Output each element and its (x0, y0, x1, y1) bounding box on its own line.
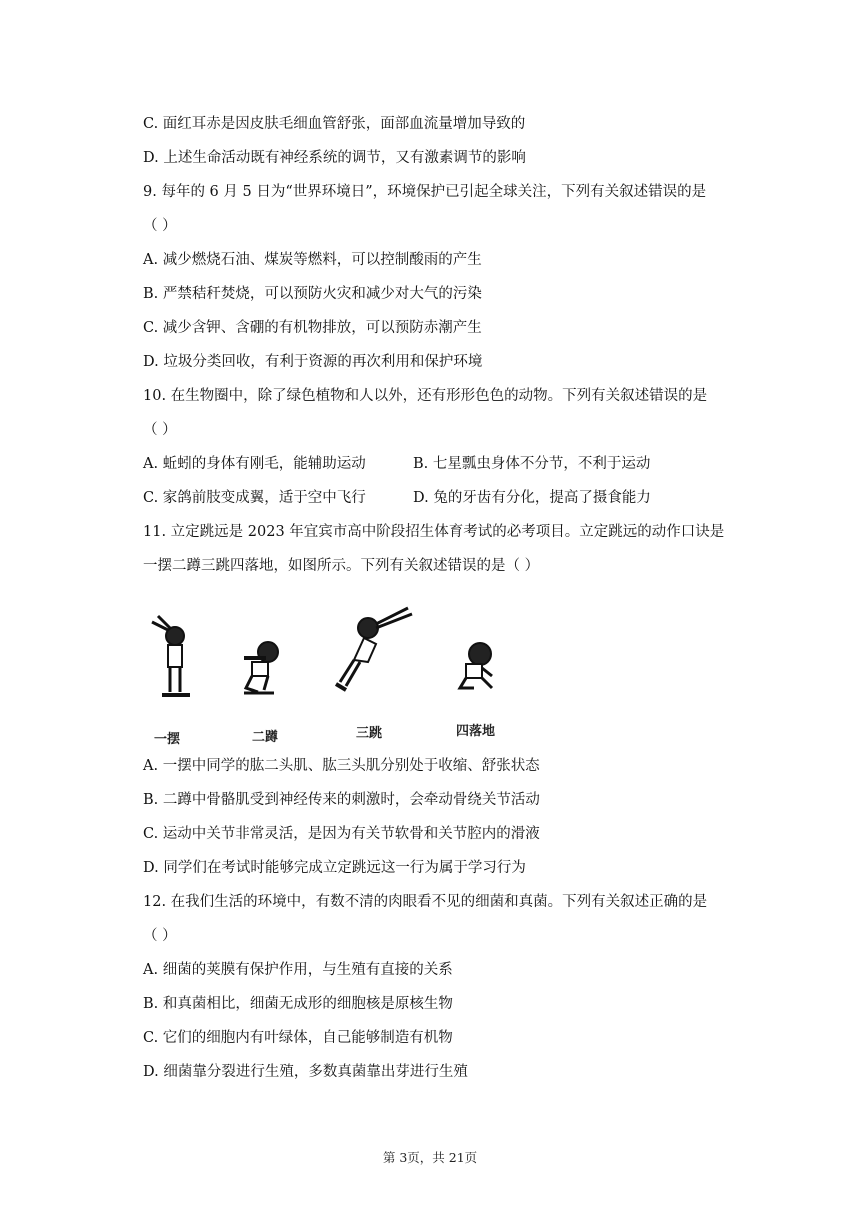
q10-option-c: C. 家鸽前肢变成翼，适于空中飞行 (143, 490, 366, 506)
figure-landing-pose (460, 643, 492, 688)
q11-option-a: A. 一摆中同学的肱二头肌、肱三头肌分别处于收缩、舒张状态 (143, 758, 540, 774)
figure-swing-pose (152, 616, 190, 695)
q9-answer-paren: （ ） (143, 218, 177, 234)
q10-options-row-2 (143, 486, 651, 507)
q12-option-b: B. 和真菌相比，细菌无成形的细胞核是原核生物 (143, 996, 453, 1012)
q10-stem: 10. 在生物圈中，除了绿色植物和人以外，还有形形色色的动物。下列有关叙述错误的是 (143, 388, 708, 404)
page-number-footer: 第 3页，共 21页 (382, 1150, 478, 1165)
caption-crouch: 二蹲 (252, 730, 279, 745)
q12-option-c: C. 它们的细胞内有叶绿体，自己能够制造有机物 (143, 1030, 453, 1046)
q12-option-a: A. 细菌的荚膜有保护作用，与生殖有直接的关系 (143, 962, 453, 978)
figure-jump-pose (336, 608, 412, 690)
q10-option-a: A. 蚯蚓的身体有刚毛，能辅助运动 (143, 456, 366, 472)
q11-option-d: D. 同学们在考试时能够完成立定跳远这一行为属于学习行为 (143, 860, 526, 876)
figure-crouch-pose (244, 642, 278, 693)
q11-stem-line-2: 一摆二蹲三跳四落地，如图所示。下列有关叙述错误的是（ ） (143, 558, 540, 574)
q9-option-b: B. 严禁秸秆焚烧，可以预防火灾和减少对大气的污染 (143, 286, 482, 302)
q8-option-d: D. 上述生命活动既有神经系统的调节，又有激素调节的影响 (143, 150, 526, 166)
q11-option-b: B. 二蹲中骨骼肌受到神经传来的刺激时，会牵动骨绕关节活动 (143, 792, 540, 808)
q11-stem-line-1: 11. 立定跳远是 2023 年宜宾市高中阶段招生体育考试的必考项目。立定跳远的动作口诀是 (143, 524, 725, 540)
q9-stem: 9. 每年的 6 月 5 日为“世界环境日”，环境保护已引起全球关注，下列有关叙述错误的是 (143, 184, 707, 200)
q9-option-d: D. 垃圾分类回收，有利于资源的再次利用和保护环境 (143, 354, 483, 370)
q10-option-d: D. 兔的牙齿有分化，提高了摄食能力 (413, 490, 651, 506)
q12-answer-paren: （ ） (143, 928, 177, 944)
long-jump-figure (140, 600, 540, 750)
q8-option-c: C. 面红耳赤是因皮肤毛细血管舒张，面部血流量增加导致的 (143, 116, 526, 132)
q9-option-a: A. 减少燃烧石油、煤炭等燃料，可以控制酸雨的产生 (143, 252, 482, 268)
q10-option-b: B. 七星瓢虫身体不分节，不利于运动 (413, 456, 651, 472)
q11-option-c: C. 运动中关节非常灵活，是因为有关节软骨和关节腔内的滑液 (143, 826, 540, 842)
q10-answer-paren: （ ） (143, 422, 177, 438)
q9-option-c: C. 减少含钾、含硼的有机物排放，可以预防赤潮产生 (143, 320, 482, 336)
q10-options-row-1 (143, 452, 650, 473)
caption-landing: 四落地 (456, 724, 496, 739)
caption-jump: 三跳 (356, 726, 383, 741)
q12-option-d: D. 细菌靠分裂进行生殖，多数真菌靠出芽进行生殖 (143, 1064, 468, 1080)
q12-stem: 12. 在我们生活的环境中，有数不清的肉眼看不见的细菌和真菌。下列有关叙述正确的是 (143, 894, 708, 910)
caption-swing: 一摆 (154, 732, 181, 747)
